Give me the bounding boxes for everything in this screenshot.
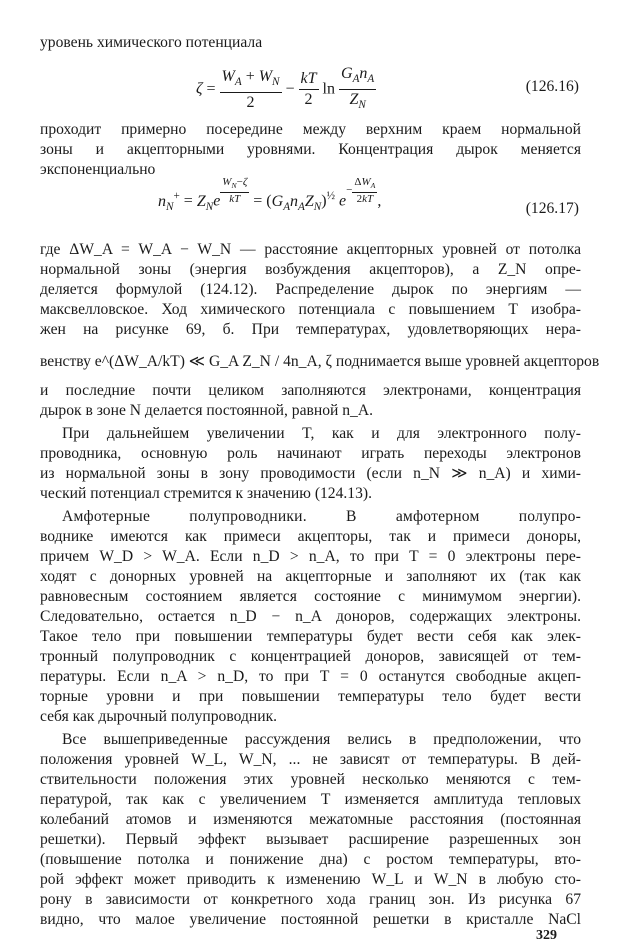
text-line: (повышение потолка и понижение дна) с ростом температуры, вто- [40, 851, 581, 868]
text-line: положения уровней W_L, W_N, ... не зависят от температуры. В дей- [40, 751, 581, 768]
text-line: ческий потенциал стремится к значению (124.13). [40, 485, 372, 502]
equation-126-16: ζ = $\frac{W_A + W_N}{2}$ − $\frac{kT}{2}$ ln $\frac{G_An_A}{Z_N}$ [196, 65, 375, 112]
text-line: торные уровни и при повышении температуры тело будет вести [40, 688, 581, 705]
text-line: зоны и акцепторными уровнями. Концентрация дырок меняется [40, 141, 581, 158]
text-line: уровень химического потенциала [40, 34, 263, 51]
text-line: тронный полупроводник с концентрацией доноров, зависящей от тем- [40, 648, 581, 665]
text-line: максвелловское. Ход химического потенциала с повышением T изобра- [40, 301, 581, 318]
text-line: себя как дырочный полупроводник. [40, 708, 278, 725]
text-line: дырок в зоне N делается постоянной, равной n_A. [40, 402, 373, 419]
text-line: и последние почти целиком заполняются электронами, концентрация [40, 382, 581, 399]
text-line: жен на рисунке 69, б. При температурах, удовлетворяющих нера- [40, 321, 581, 338]
text-line: пературой, так как с увеличением T изменяется амплитуда тепловых [40, 791, 581, 808]
text-line: Такое тело при повышении температуры будет вести себя как элек- [40, 628, 581, 645]
text-line: воднике имеются как примеси акцепторы, так и примеси доноры, [40, 528, 581, 545]
text-line: рону в зависимости от конкретного хода границ зон. Из рисунка 67 [40, 891, 581, 908]
text-line: венству e^(ΔW_A/kT) ≪ G_A Z_N / 4n_A, ζ поднимается выше уровней акцепторов [40, 353, 600, 370]
page-number: 329 [536, 928, 557, 943]
text-line: где ΔW_A = W_A − W_N — расстояние акцепторных уровней от потолка [40, 241, 581, 258]
text-line: проводника, основную роль начинают играть переходы электронов [40, 445, 581, 462]
text-line: экспоненциально [40, 161, 156, 178]
equation-126-17: $n_N^+ = Z_Ne$ $^{\frac{W_N-\zeta}{kT}}$ = $(G_An_AZ_N)^{\frac{1}{2}}$ $e^{- \frac{\Delta W_A}{2kT}}$ , [158, 176, 382, 213]
text-line: При дальнейшем увеличении T, как и для электронного полу- [62, 425, 581, 442]
text-line: Все вышеприведенные рассуждения велись в предположении, что [62, 731, 581, 748]
text-line: видно, что малое увеличение постоянной решетки в кристалле NaCl [40, 911, 581, 928]
text-line: пературы. Если n_A > n_D, то при T = 0 останутся свободные акцеп- [40, 668, 581, 685]
text-line: Амфотерные полупроводники. В амфотерном полупро- [62, 508, 581, 525]
text-line: причем W_D > W_A. Если n_D > n_A, то при T = 0 электроны пере- [40, 548, 581, 565]
equation-number: (126.16) [525, 78, 579, 95]
text-line: равновесным состоянием является состояние с минимумом энергии). [40, 588, 581, 605]
text-line: Следовательно, остается n_D − n_A доноров, содержащих электроны. [40, 608, 581, 625]
text-line: решетки). Первый эффект вызывает расширение разрешенных зон [40, 831, 581, 848]
equation-number: (126.17) [525, 200, 579, 217]
text-line: ходят с донорных уровней на акцепторные и заполняют их (так как [40, 568, 581, 585]
text-line: из нормальной зоны в зону проводимости (если n_N ≫ n_A) и хими- [40, 465, 581, 482]
text-line: деляется формулой (124.12). Распределение дырок по энергиям — [40, 281, 581, 298]
text-line: проходит примерно посередине между верхним краем нормальной [40, 121, 581, 138]
text-line: рой эффект может приводить к изменению W_L и W_N в любую сто- [40, 871, 581, 888]
text-line: ствительности положения этих уровней несколько меняются с тем- [40, 771, 581, 788]
text-line: нормальной зоны (энергия возбуждения акцепторов), а Z_N опре- [40, 261, 581, 278]
text-line: колебаний атомов и изменяются межатомные расстояния (постоянная [40, 811, 581, 828]
